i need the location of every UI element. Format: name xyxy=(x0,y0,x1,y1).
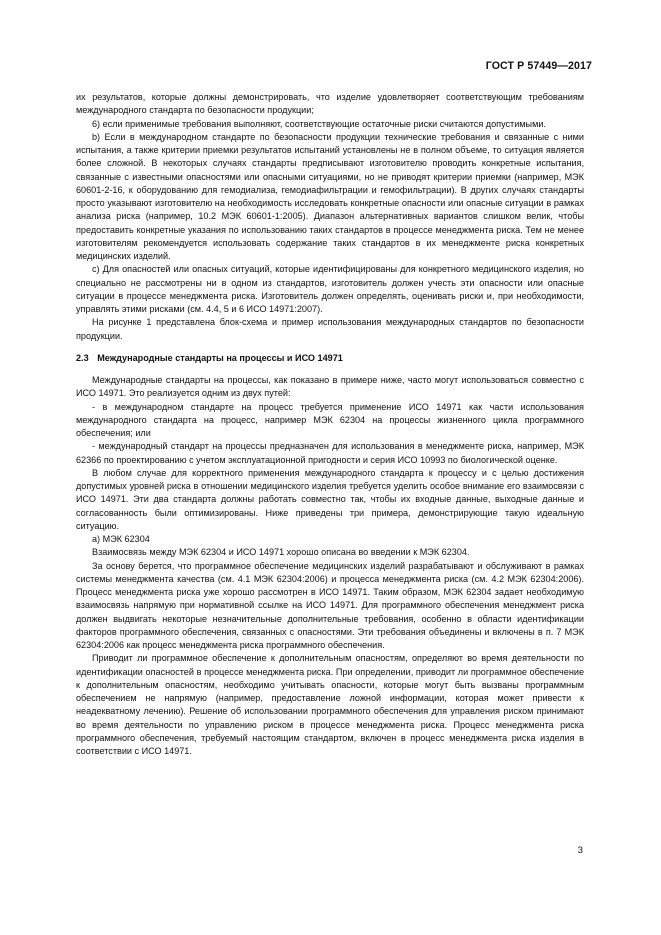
paragraph-item-6: 6) если применимые требования выполняют, соответствующие остаточные риски считаются допустимыми. xyxy=(92,118,546,129)
standard-code-header: ГОСТ Р 57449—2017 xyxy=(485,60,592,72)
paragraph-item-c: c) Для опасностей или опасных ситуаций, которые идентифицированы для конкретного медицинского изделия, но специально не рассмотрены ни в одном из стандартов, изготовитель должен учесть эти опасности или опасные ситуации в процессе менеджмента риска. Изготовитель должен определять, оценивать риски и, при необходимости, управлять этими рисками (см. 4.4, 5 и 6 ИСО 14971:2007). xyxy=(76,264,584,314)
paragraph-iec62304-intro: Взаимосвязь между МЭК 62304 и ИСО 14971 хорошо описана во введении к МЭК 62304. xyxy=(92,547,470,558)
paragraph-item-b: b) Если в международном стандарте по безопасности продукции технические требования и связанные с ними испытания, а также критерии приемки результатов испытаний установлены не в полном объеме, то ситуация является более сложной. В некоторых случаях стандарты предписывают изготовителю проводить конкретные испытания, связанные с известными опасностями или опасными ситуациями, но не приводят критерии приемки (например, МЭК 60601-2-16, к оборудованию для гемодиализа, гемодиафильтрации и гемофильтрации). В других случаях стандарты просто указывают изготовителю на необходимость исследовать конкретные опасности или опасные ситуации в рамках анализа риска (например, 10.2 МЭК 60601-1:2005). Диапазон альтернативных вариантов слишком велик, чтобы предоставить конкретные указания по использованию таких стандартов в процессе менеджмента риска. Тем не менее изготовителям рекомендуется использовать содержание таких стандартов в их менеджменте риска конкретных медицинских изделий. xyxy=(76,131,584,261)
paragraph-iec62304-basis: За основу берется, что программное обеспечение медицинских изделий разрабатывают и обслуживают в рамках системы менеджмента качества (см. 4.1 МЭК 62304:2006) и процесса менеджмента риска (см. 4.2 МЭК 62304:2006). Процесс менеджмента риска уже хорошо рассмотрен в ИСО 14971. Таким образом, МЭК 62304 задает необходимую взаимосвязь напрямую при нормативной ссылке на ИСО 14971. Для программного обеспечения менеджмент риска должен выдвигать некоторые незначительные дополнительные требования, особенно в области идентификации факторов программного обеспечения, связанных с опасностями. Эти требования объединены и включены в п. 7 МЭК 62304:2006 как процесс менеджмента риска программного обеспечения. xyxy=(76,560,584,650)
page-number: 3 xyxy=(577,845,583,856)
document-body xyxy=(76,91,584,758)
section-title: Международные стандарты на процессы и ИСО 14971 xyxy=(97,352,343,363)
paragraph-intro: Международные стандарты на процессы, как показано в примере ниже, часто могут использоваться совместно с ИСО 14971. Это реализуется одним из двух путей: xyxy=(76,375,584,399)
list-item-dash-2: - международный стандарт на процессы предназначен для использования в менеджменте риска, например, МЭК 62366 по проектированию с учетом эксплуатационной пригодности и серия ИСО 10993 по биологической оценке. xyxy=(76,441,584,465)
paragraph-relationship: В любом случае для корректного применения международного стандарта к процессу и с целью достижения допустимых уровней риска в отношении медицинского изделия требуется уделить особое внимание его взаимосвязи с ИСО 14971. Эти два стандарта должны работать совместно так, чтобы их входные данные, выходные данные и согласованность были оптимизированы. Ниже приведены три примера, демонстрирующие такую идеальную ситуацию. xyxy=(76,467,584,531)
section-number: 2.3 xyxy=(76,352,89,363)
example-heading-a: a) МЭК 62304 xyxy=(92,534,150,544)
section-heading xyxy=(76,352,584,365)
paragraph-software-hazards: Приводит ли программное обеспечение к дополнительным опасностям, определяют во время деятельности по идентификации опасностей в процессе менеджмента риска. При определении, приводит ли программное обеспечение к дополнительным опасностям, необходимо учитывать опасности, которые могут быть вызваны программным обеспечением не напрямую (например, предоставление ложной информации, которая может привести к неадекватному лечению). Решение об использовании программного обеспечения для управления риском принимают во время деятельности по управлению риском в процессе менеджмента риска. Процесс менеджмента риска программного обеспечения, требуемый настоящим стандартом, включен в процесс менеджмента риска изделия в соответствии с ИСО 14971. xyxy=(76,653,584,756)
list-item-dash-1: - в международном стандарте на процесс требуется применение ИСО 14971 как части использования международного стандарта на процесс, например МЭК 62304 на процессы жизненного цикла программного обеспечения; или xyxy=(76,401,584,438)
paragraph-continuation: их результатов, которые должны демонстрировать, что изделие удовлетворяет соответствующим требованиям международного стандарта по безопасности продукции; xyxy=(76,92,584,116)
paragraph-figure-reference: На рисунке 1 представлена блок-схема и пример использования международных стандартов по безопасности продукции. xyxy=(76,317,584,341)
